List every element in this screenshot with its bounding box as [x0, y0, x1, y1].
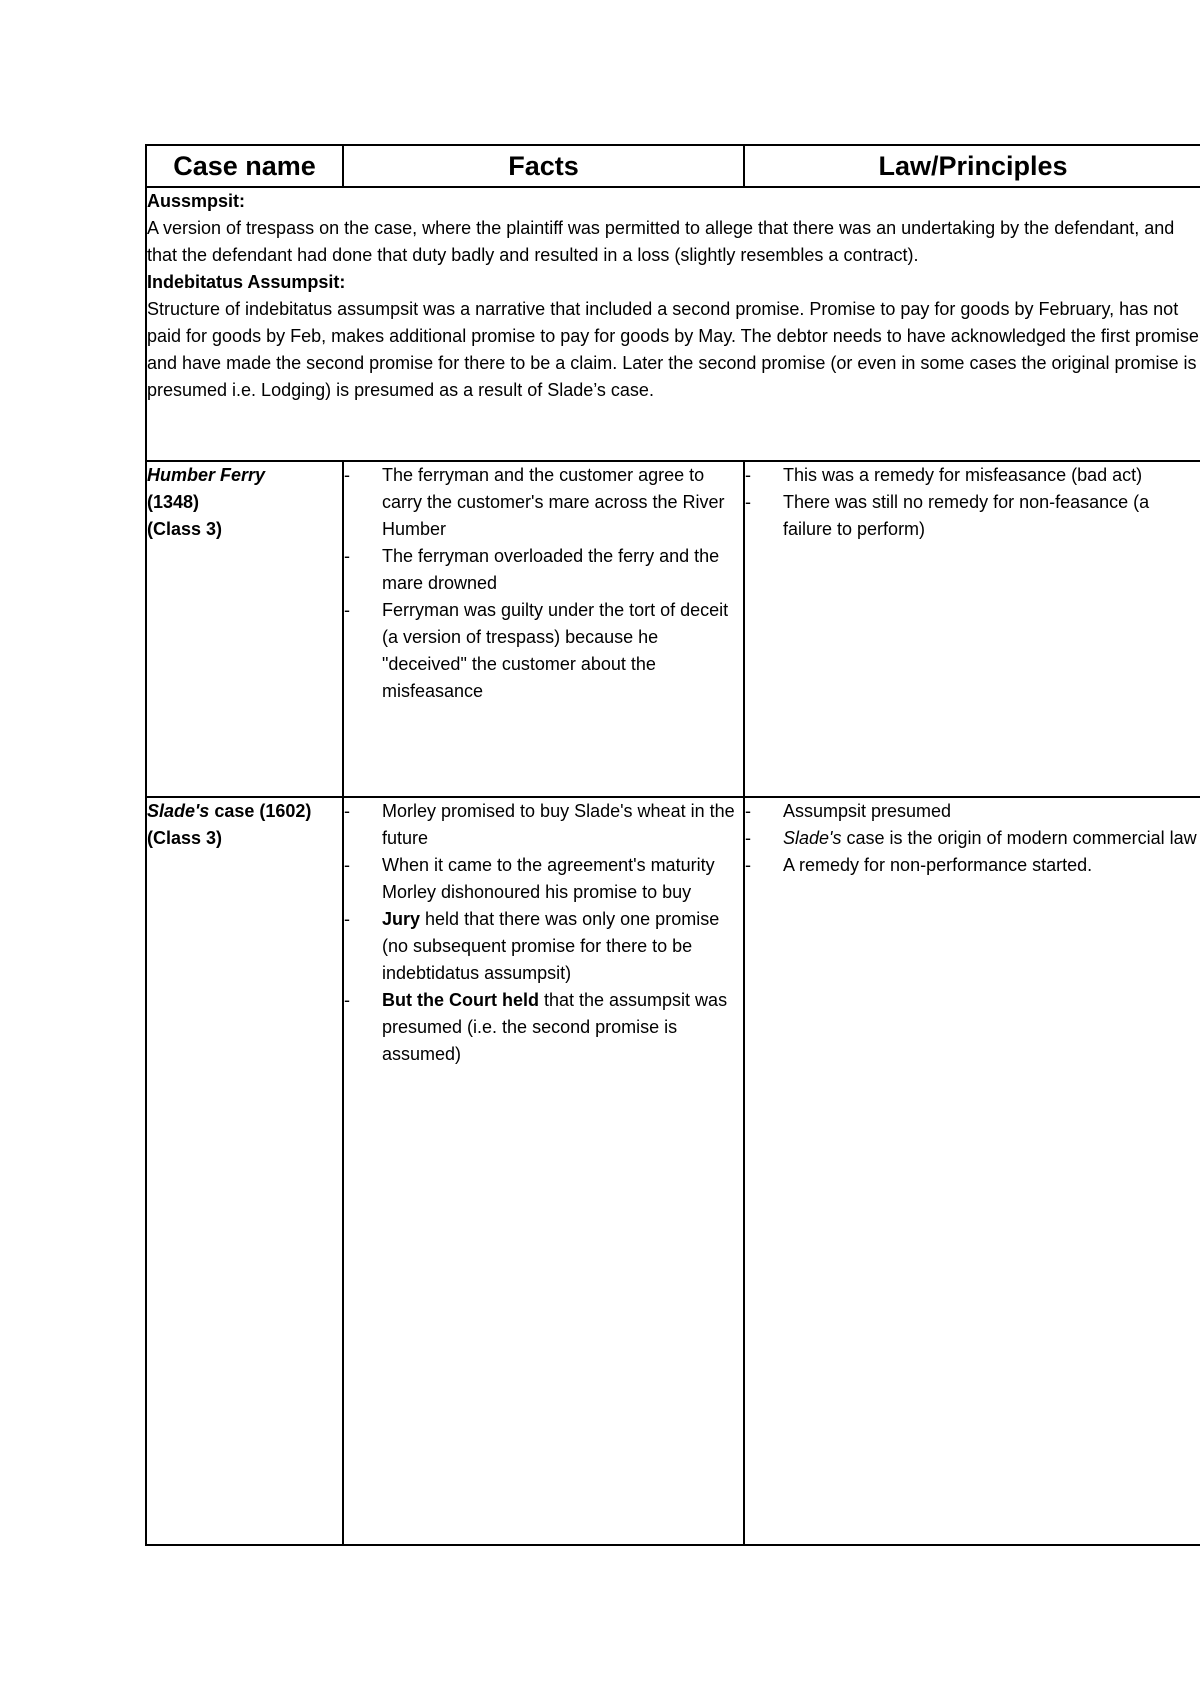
list-item-text: that the assumpsit was presumed (i.e. the second promise is assumed) [382, 990, 728, 1064]
intro-paragraph-indebitatus: Structure of indebitatus assumpsit was a narrative that included a second promise. Promise to pay for goods by February, has not paid for goods by Feb, makes additional promise to pay for goods by May. The debtor needs to have acknowledged the first promise and have made the second promise for there to be a claim. Later the second promise (or even in some cases the original promise is presumed i.e. Lodging) is presumed as a result of Slade’s case. [147, 299, 1199, 400]
facts-list [344, 462, 743, 705]
case-name-rest: case (1602) [209, 801, 312, 821]
header-row [146, 145, 1200, 187]
list-item-text: case is the origin of modern commercial law [841, 828, 1197, 848]
case-name: Humber Ferry [147, 465, 266, 485]
list-item: - The ferryman overloaded the ferry and the mare drowned [344, 543, 743, 597]
facts-cell [343, 797, 744, 1545]
law-list [745, 462, 1200, 543]
list-item: - A remedy for non-performance started. [745, 852, 1200, 879]
list-item: - This was a remedy for misfeasance (bad act) [745, 462, 1200, 489]
case-class: (Class 3) [147, 519, 223, 539]
case-name-cell [146, 797, 343, 1545]
header-case-name: Case name [146, 145, 343, 187]
facts-cell [343, 461, 744, 797]
case-class: (Class 3) [147, 828, 223, 848]
case-year: (1348) [147, 492, 200, 512]
intro-paragraph-assumpsit: A version of trespass on the case, where the plaintiff was permitted to allege that there was an undertaking by the defendant, and that the defendant had done that duty badly and resulted in a loss (slightly resembles a contract). [147, 218, 1175, 265]
case-name-cell [146, 461, 343, 797]
header-law-principles: Law/Principles [744, 145, 1200, 187]
case-name [147, 798, 342, 825]
list-item: - The ferryman and the customer agree to carry the customer's mare across the River Humber [344, 462, 743, 543]
list-item [344, 906, 743, 987]
law-cell [744, 797, 1200, 1545]
case-table [145, 144, 1200, 1546]
table-row [146, 461, 1200, 797]
case-name-italic: Slade's [783, 828, 842, 848]
emphasis-jury: Jury [382, 909, 421, 929]
list-item: - Morley promised to buy Slade's wheat in the future [344, 798, 743, 852]
intro-heading-assumpsit: Aussmpsit: [147, 191, 246, 211]
intro-heading-indebitatus: Indebitatus Assumpsit: [147, 272, 346, 292]
law-list [745, 798, 1200, 879]
intro-row [146, 187, 1200, 461]
list-item: - Ferryman was guilty under the tort of deceit (a version of trespass) because he "deceived" the customer about the misfeasance [344, 597, 743, 705]
list-item: - When it came to the agreement's maturity Morley dishonoured his promise to buy [344, 852, 743, 906]
list-item: - There was still no remedy for non-feasance (a failure to perform) [745, 489, 1200, 543]
emphasis-court-held: But the Court held [382, 990, 539, 1010]
table-row [146, 797, 1200, 1545]
header-facts: Facts [343, 145, 744, 187]
intro-cell [146, 187, 1200, 461]
list-item-text: held that there was only one promise (no subsequent promise for there to be indebtidatus assumpsit) [382, 909, 720, 983]
facts-list [344, 798, 743, 1068]
case-name-italic: Slade's [147, 801, 210, 821]
list-item [344, 987, 743, 1068]
list-item: - Assumpsit presumed [745, 798, 1200, 825]
list-item [745, 825, 1200, 852]
law-cell [744, 461, 1200, 797]
